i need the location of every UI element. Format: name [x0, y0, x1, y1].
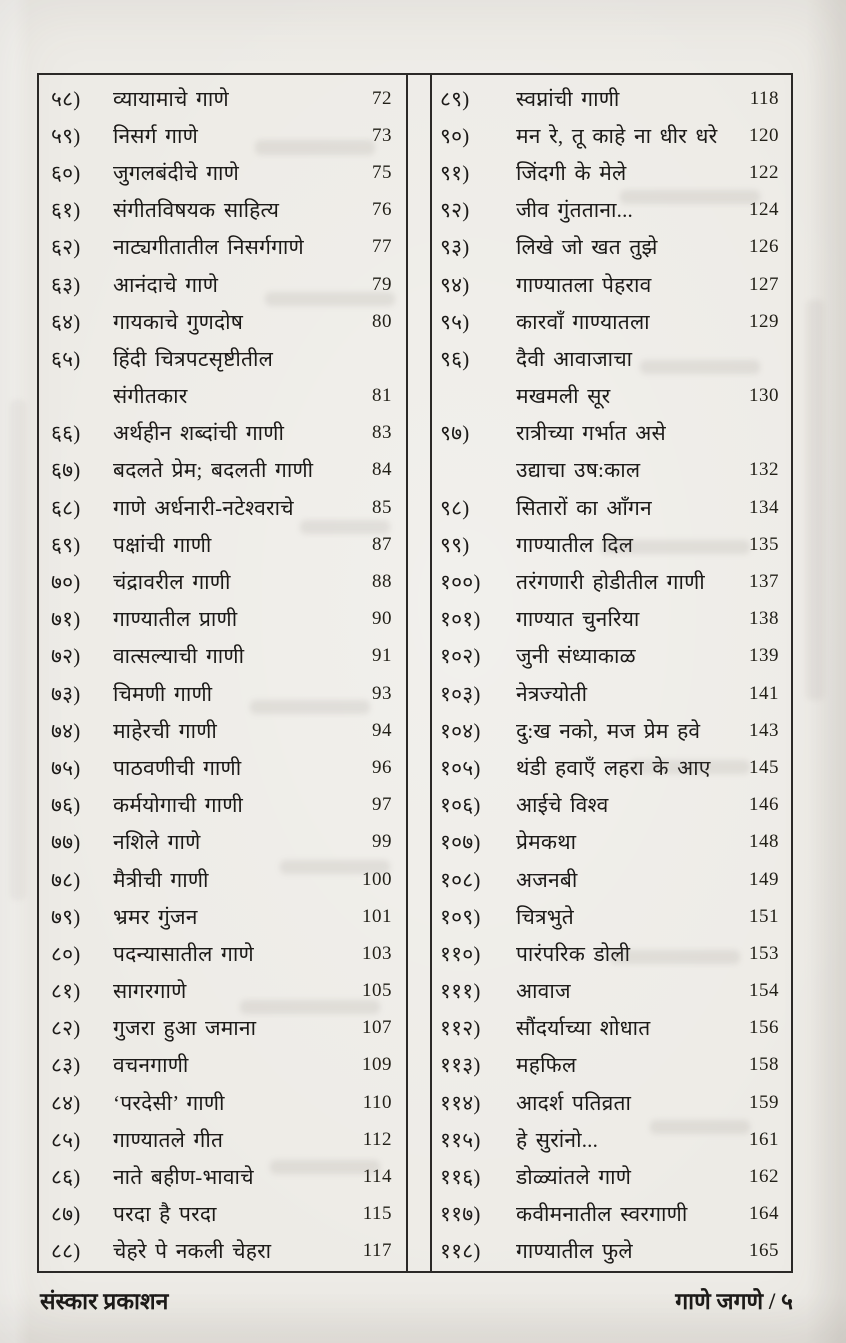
entry-number: १००) [440, 570, 481, 595]
column-divider [406, 75, 432, 1271]
entry-title: स्वप्नांची गाणी [516, 86, 620, 111]
entry-number: ८३) [51, 1053, 81, 1078]
entry-title: ‘परदेसी’ गाणी [113, 1090, 225, 1115]
entry-page: 79 [372, 273, 392, 295]
entry-page: 76 [372, 199, 392, 221]
toc-entry [432, 192, 791, 229]
entry-page: 138 [749, 608, 779, 630]
entry-page: 153 [749, 942, 779, 964]
entry-number: ९३) [440, 235, 470, 260]
entry-title: रात्रीच्या गर्भात असे [516, 421, 666, 446]
book-title-page-number: गाणे जगणे / ५ [675, 1289, 793, 1314]
entry-number: ९४) [440, 272, 470, 297]
entry-title: गाण्यात चुनरिया [516, 607, 640, 632]
entry-page: 137 [749, 571, 779, 593]
entry-number: ७०) [51, 570, 81, 595]
entry-number: ५८) [51, 86, 81, 111]
entry-title: गाणे अर्धनारी-नटेश्वराचे [113, 495, 294, 520]
toc-entry [432, 787, 791, 824]
entry-title: गाण्यातले गीत [113, 1127, 224, 1152]
entry-title: नेत्रज्योती [516, 681, 588, 706]
entry-number: ११७) [440, 1202, 481, 1227]
entry-number: ९५) [440, 309, 470, 334]
toc-entry [39, 1047, 406, 1084]
entry-number: ९६) [440, 346, 470, 371]
toc-entry [432, 1084, 791, 1121]
entry-page: 80 [372, 310, 392, 332]
entry-page: 154 [749, 980, 779, 1002]
entry-title: भ्रमर गुंजन [113, 904, 198, 929]
entry-page: 72 [372, 87, 392, 109]
entry-page: 84 [372, 459, 392, 481]
entry-page: 158 [749, 1054, 779, 1076]
entry-title: प्रेमकथा [516, 830, 577, 855]
entry-page: 165 [749, 1240, 779, 1262]
toc-entry [432, 526, 791, 563]
toc-entry [432, 80, 791, 117]
entry-title: थंडी हवाएँ लहरा के आए [516, 755, 711, 780]
toc-entry [39, 675, 406, 712]
entry-page: 83 [372, 422, 392, 444]
entry-page: 159 [749, 1091, 779, 1113]
entry-number: ५९) [51, 123, 81, 148]
entry-page: 110 [362, 1091, 392, 1113]
entry-number: ९०) [440, 123, 470, 148]
entry-number: १०९) [440, 904, 481, 929]
entry-title: परदा है परदा [113, 1202, 217, 1227]
entry-number: ११२) [440, 1016, 481, 1041]
toc-entry [39, 154, 406, 191]
entry-page: 99 [372, 831, 392, 853]
entry-number: ११४) [440, 1090, 481, 1115]
entry-number: १०७) [440, 830, 481, 855]
entry-number: ६४) [51, 309, 81, 334]
entry-number: ८९) [440, 86, 470, 111]
entry-number: ९२) [440, 198, 470, 223]
entry-number: ७१) [51, 607, 81, 632]
entry-title: महफिल [516, 1053, 577, 1078]
entry-title: गुजरा हुआ जमाना [113, 1016, 257, 1041]
entry-number: ७५) [51, 755, 81, 780]
entry-title: सौंदर्याच्या शोधात [516, 1016, 651, 1041]
toc-entry [39, 1233, 406, 1270]
toc-frame [37, 73, 793, 1273]
toc-entry [432, 489, 791, 526]
entry-page: 75 [372, 161, 392, 183]
entry-page: 161 [749, 1128, 779, 1150]
toc-entry [432, 601, 791, 638]
entry-title: बदलते प्रेम; बदलती गाणी [113, 458, 314, 483]
entry-title: मैत्रीची गाणी [113, 867, 209, 892]
entry-title: आवाज [516, 979, 571, 1004]
entry-page: 127 [749, 273, 779, 295]
entry-title: लिखे जो खत तुझे [516, 235, 658, 260]
entry-title: निसर्ग गाणे [113, 123, 199, 148]
toc-entry [39, 80, 406, 117]
entry-page: 156 [749, 1017, 779, 1039]
toc-entry [39, 303, 406, 340]
toc-entry [39, 787, 406, 824]
entry-page: 105 [362, 980, 392, 1002]
entry-title: पारंपरिक डोली [516, 941, 631, 966]
entry-number: ६१) [51, 198, 81, 223]
toc-entry [39, 563, 406, 600]
entry-page: 114 [362, 1166, 392, 1188]
toc-entry [432, 1158, 791, 1195]
toc-entry [432, 824, 791, 861]
entry-title: गाण्यातील प्राणी [113, 607, 238, 632]
toc-entry [39, 638, 406, 675]
toc-entry [432, 340, 791, 377]
toc-entry [432, 935, 791, 972]
entry-number: ७२) [51, 644, 81, 669]
entry-title: नाते बहीण-भावाचे [113, 1165, 254, 1190]
toc-entry [39, 898, 406, 935]
entry-page: 77 [372, 236, 392, 258]
entry-number: ६८) [51, 495, 81, 520]
entry-number: ९९) [440, 532, 470, 557]
toc-entry [432, 117, 791, 154]
toc-entry [39, 1084, 406, 1121]
entry-page: 107 [362, 1017, 392, 1039]
entry-number: ६६) [51, 421, 81, 446]
toc-entry [432, 638, 791, 675]
toc-entry [432, 675, 791, 712]
entry-page: 103 [362, 942, 392, 964]
entry-page: 146 [749, 794, 779, 816]
entry-title: गाण्यातला पेहराव [516, 272, 652, 297]
entry-title: वचनगाणी [113, 1053, 189, 1078]
toc-entry [39, 861, 406, 898]
entry-number: ९१) [440, 160, 470, 185]
entry-page: 145 [749, 756, 779, 778]
bleedthrough-smudge [806, 300, 824, 700]
entry-page: 91 [372, 645, 392, 667]
entry-title: कारवाँ गाण्यातला [516, 309, 650, 334]
toc-entry [39, 192, 406, 229]
entry-page: 97 [372, 794, 392, 816]
entry-number: ७६) [51, 793, 81, 818]
entry-page: 112 [362, 1128, 392, 1150]
entry-number: ८८) [51, 1239, 81, 1264]
entry-number: ६२) [51, 235, 81, 260]
entry-page: 94 [372, 719, 392, 741]
entry-title: जुगलबंदीचे गाणे [113, 160, 240, 185]
entry-page: 117 [362, 1240, 392, 1262]
entry-page: 96 [372, 756, 392, 778]
entry-page: 141 [749, 682, 779, 704]
entry-title: दैवी आवाजाचा [516, 346, 633, 371]
entry-title: गाण्यातील दिल [516, 532, 634, 557]
entry-number: ११३) [440, 1053, 481, 1078]
entry-page: 129 [749, 310, 779, 332]
entry-title: हे सुरांनो... [516, 1127, 599, 1152]
entry-title: पदन्यासातील गाणे [113, 941, 254, 966]
entry-number: १०८) [440, 867, 481, 892]
entry-page: 93 [372, 682, 392, 704]
entry-number: ९७) [440, 421, 470, 446]
entry-title: जुनी संध्याकाळ [516, 644, 636, 669]
entry-title: वात्सल्याची गाणी [113, 644, 245, 669]
entry-title: तरंगणारी होडीतील गाणी [516, 570, 705, 595]
toc-entry [432, 154, 791, 191]
toc-entry [432, 1010, 791, 1047]
entry-number: १११) [440, 979, 481, 1004]
entry-number: १०३) [440, 681, 481, 706]
entry-title: दु:ख नको, मज प्रेम हवे [516, 718, 701, 743]
toc-entry [39, 526, 406, 563]
entry-page: 132 [749, 459, 779, 481]
entry-page: 130 [749, 385, 779, 407]
toc-entry [432, 898, 791, 935]
entry-page: 118 [749, 87, 779, 109]
entry-page: 122 [749, 161, 779, 183]
entry-title: सितारों का आँगन [516, 495, 652, 520]
toc-entry [432, 303, 791, 340]
entry-title: कवीमनातील स्वरगाणी [516, 1202, 688, 1227]
entry-number: ७३) [51, 681, 81, 706]
entry-page: 126 [749, 236, 779, 258]
entry-title: आईचे विश्व [516, 793, 609, 818]
entry-title: उद्याचा उष:काल [516, 458, 641, 483]
entry-page: 149 [749, 868, 779, 890]
entry-title: माहेरची गाणी [113, 718, 218, 743]
entry-page: 162 [749, 1166, 779, 1188]
toc-entry [39, 935, 406, 972]
entry-title: मन रे, तू काहे ना धीर धरे [516, 123, 718, 148]
entry-title: संगीतकार [113, 384, 188, 409]
entry-number: ११६) [440, 1165, 481, 1190]
entry-title: पक्षांची गाणी [113, 532, 212, 557]
toc-entry [432, 452, 791, 489]
toc-entry [39, 415, 406, 452]
entry-title: चित्रभुते [516, 904, 574, 929]
toc-entry [39, 1196, 406, 1233]
toc-entry [432, 749, 791, 786]
footer [40, 1284, 793, 1316]
toc-entry [39, 229, 406, 266]
toc-entry [432, 861, 791, 898]
entry-title: व्यायामाचे गाणे [113, 86, 229, 111]
toc-entry [432, 266, 791, 303]
entry-title: चेहरे पे नकली चेहरा [113, 1239, 272, 1264]
entry-number: ८५) [51, 1127, 81, 1152]
entry-number: ११८) [440, 1239, 481, 1264]
entry-number: ७८) [51, 867, 81, 892]
entry-number: १०४) [440, 718, 481, 743]
toc-entry [39, 749, 406, 786]
toc-entry [432, 1196, 791, 1233]
toc-entry [39, 824, 406, 861]
toc-entry [39, 1010, 406, 1047]
entry-title: मखमली सूर [516, 384, 611, 409]
entry-page: 90 [372, 608, 392, 630]
bleedthrough-smudge [10, 400, 26, 900]
entry-title: संगीतविषयक साहित्य [113, 198, 280, 223]
entry-number: ९८) [440, 495, 470, 520]
entry-page: 124 [749, 199, 779, 221]
entry-title: हिंदी चित्रपटसृष्टीतील [113, 346, 274, 371]
entry-title: जिंदगी के मेले [516, 160, 627, 185]
entry-title: चंद्रावरील गाणी [113, 570, 231, 595]
entry-page: 85 [372, 496, 392, 518]
entry-number: ८०) [51, 941, 81, 966]
entry-number: १०६) [440, 793, 481, 818]
entry-page: 88 [372, 571, 392, 593]
toc-entry [39, 712, 406, 749]
entry-page: 120 [749, 124, 779, 146]
entry-page: 109 [362, 1054, 392, 1076]
entry-page: 134 [749, 496, 779, 518]
toc-entry [432, 712, 791, 749]
toc-entry [432, 1121, 791, 1158]
toc-entry [432, 415, 791, 452]
entry-title: कर्मयोगाची गाणी [113, 793, 244, 818]
toc-entry [432, 229, 791, 266]
toc-entry [39, 378, 406, 415]
toc-entry [432, 1047, 791, 1084]
entry-page: 87 [372, 533, 392, 555]
entry-page: 148 [749, 831, 779, 853]
entry-title: चिमणी गाणी [113, 681, 213, 706]
entry-page: 73 [372, 124, 392, 146]
entry-title: जीव गुंतताना... [516, 198, 633, 223]
toc-entry [39, 266, 406, 303]
entry-number: ११०) [440, 941, 481, 966]
entry-number: ७९) [51, 904, 81, 929]
entry-title: सागरगाणे [113, 979, 187, 1004]
toc-entry [39, 601, 406, 638]
toc-entry [39, 973, 406, 1010]
entry-number: ८४) [51, 1090, 81, 1115]
entry-number: १०१) [440, 607, 481, 632]
toc-entry [39, 340, 406, 377]
entry-page: 143 [749, 719, 779, 741]
toc-entry [39, 489, 406, 526]
entry-page: 151 [749, 905, 779, 927]
entry-number: ७४) [51, 718, 81, 743]
toc-entry [432, 378, 791, 415]
entry-number: ७७) [51, 830, 81, 855]
entry-number: ८२) [51, 1016, 81, 1041]
entry-number: ६०) [51, 160, 81, 185]
entry-title: नाट्यगीतातील निसर्गगाणे [113, 235, 304, 260]
toc-entry [432, 973, 791, 1010]
entry-number: ८६) [51, 1165, 81, 1190]
entry-title: आनंदाचे गाणे [113, 272, 219, 297]
entry-page: 100 [362, 868, 392, 890]
entry-title: गायकाचे गुणदोष [113, 309, 244, 334]
entry-page: 164 [749, 1203, 779, 1225]
entry-title: डोळ्यांतले गाणे [516, 1165, 632, 1190]
toc-entry [39, 1121, 406, 1158]
entry-number: ११५) [440, 1127, 481, 1152]
entry-page: 101 [362, 905, 392, 927]
toc-right-column [432, 75, 791, 1271]
toc-entry [39, 452, 406, 489]
entry-number: १०५) [440, 755, 481, 780]
toc-entry [432, 1233, 791, 1270]
entry-page: 115 [362, 1203, 392, 1225]
entry-title: अजनबी [516, 867, 578, 892]
entry-number: १०२) [440, 644, 481, 669]
entry-title: गाण्यातील फुले [516, 1239, 633, 1264]
entry-page: 139 [749, 645, 779, 667]
toc-entry [39, 1158, 406, 1195]
entry-number: ६९) [51, 532, 81, 557]
entry-number: ८१) [51, 979, 81, 1004]
entry-title: अर्थहीन शब्दांची गाणी [113, 421, 285, 446]
toc-entry [432, 563, 791, 600]
entry-title: आदर्श पतिव्रता [516, 1090, 632, 1115]
toc-entry [39, 117, 406, 154]
entry-title: नशिले गाणे [113, 830, 201, 855]
entry-page: 135 [749, 533, 779, 555]
entry-number: ६५) [51, 346, 81, 371]
entry-number: ६७) [51, 458, 81, 483]
publisher-name: संस्कार प्रकाशन [40, 1289, 169, 1314]
toc-left-column [39, 75, 406, 1271]
entry-number: ८७) [51, 1202, 81, 1227]
entry-page: 81 [372, 385, 392, 407]
entry-number: ६३) [51, 272, 81, 297]
entry-title: पाठवणीची गाणी [113, 755, 242, 780]
